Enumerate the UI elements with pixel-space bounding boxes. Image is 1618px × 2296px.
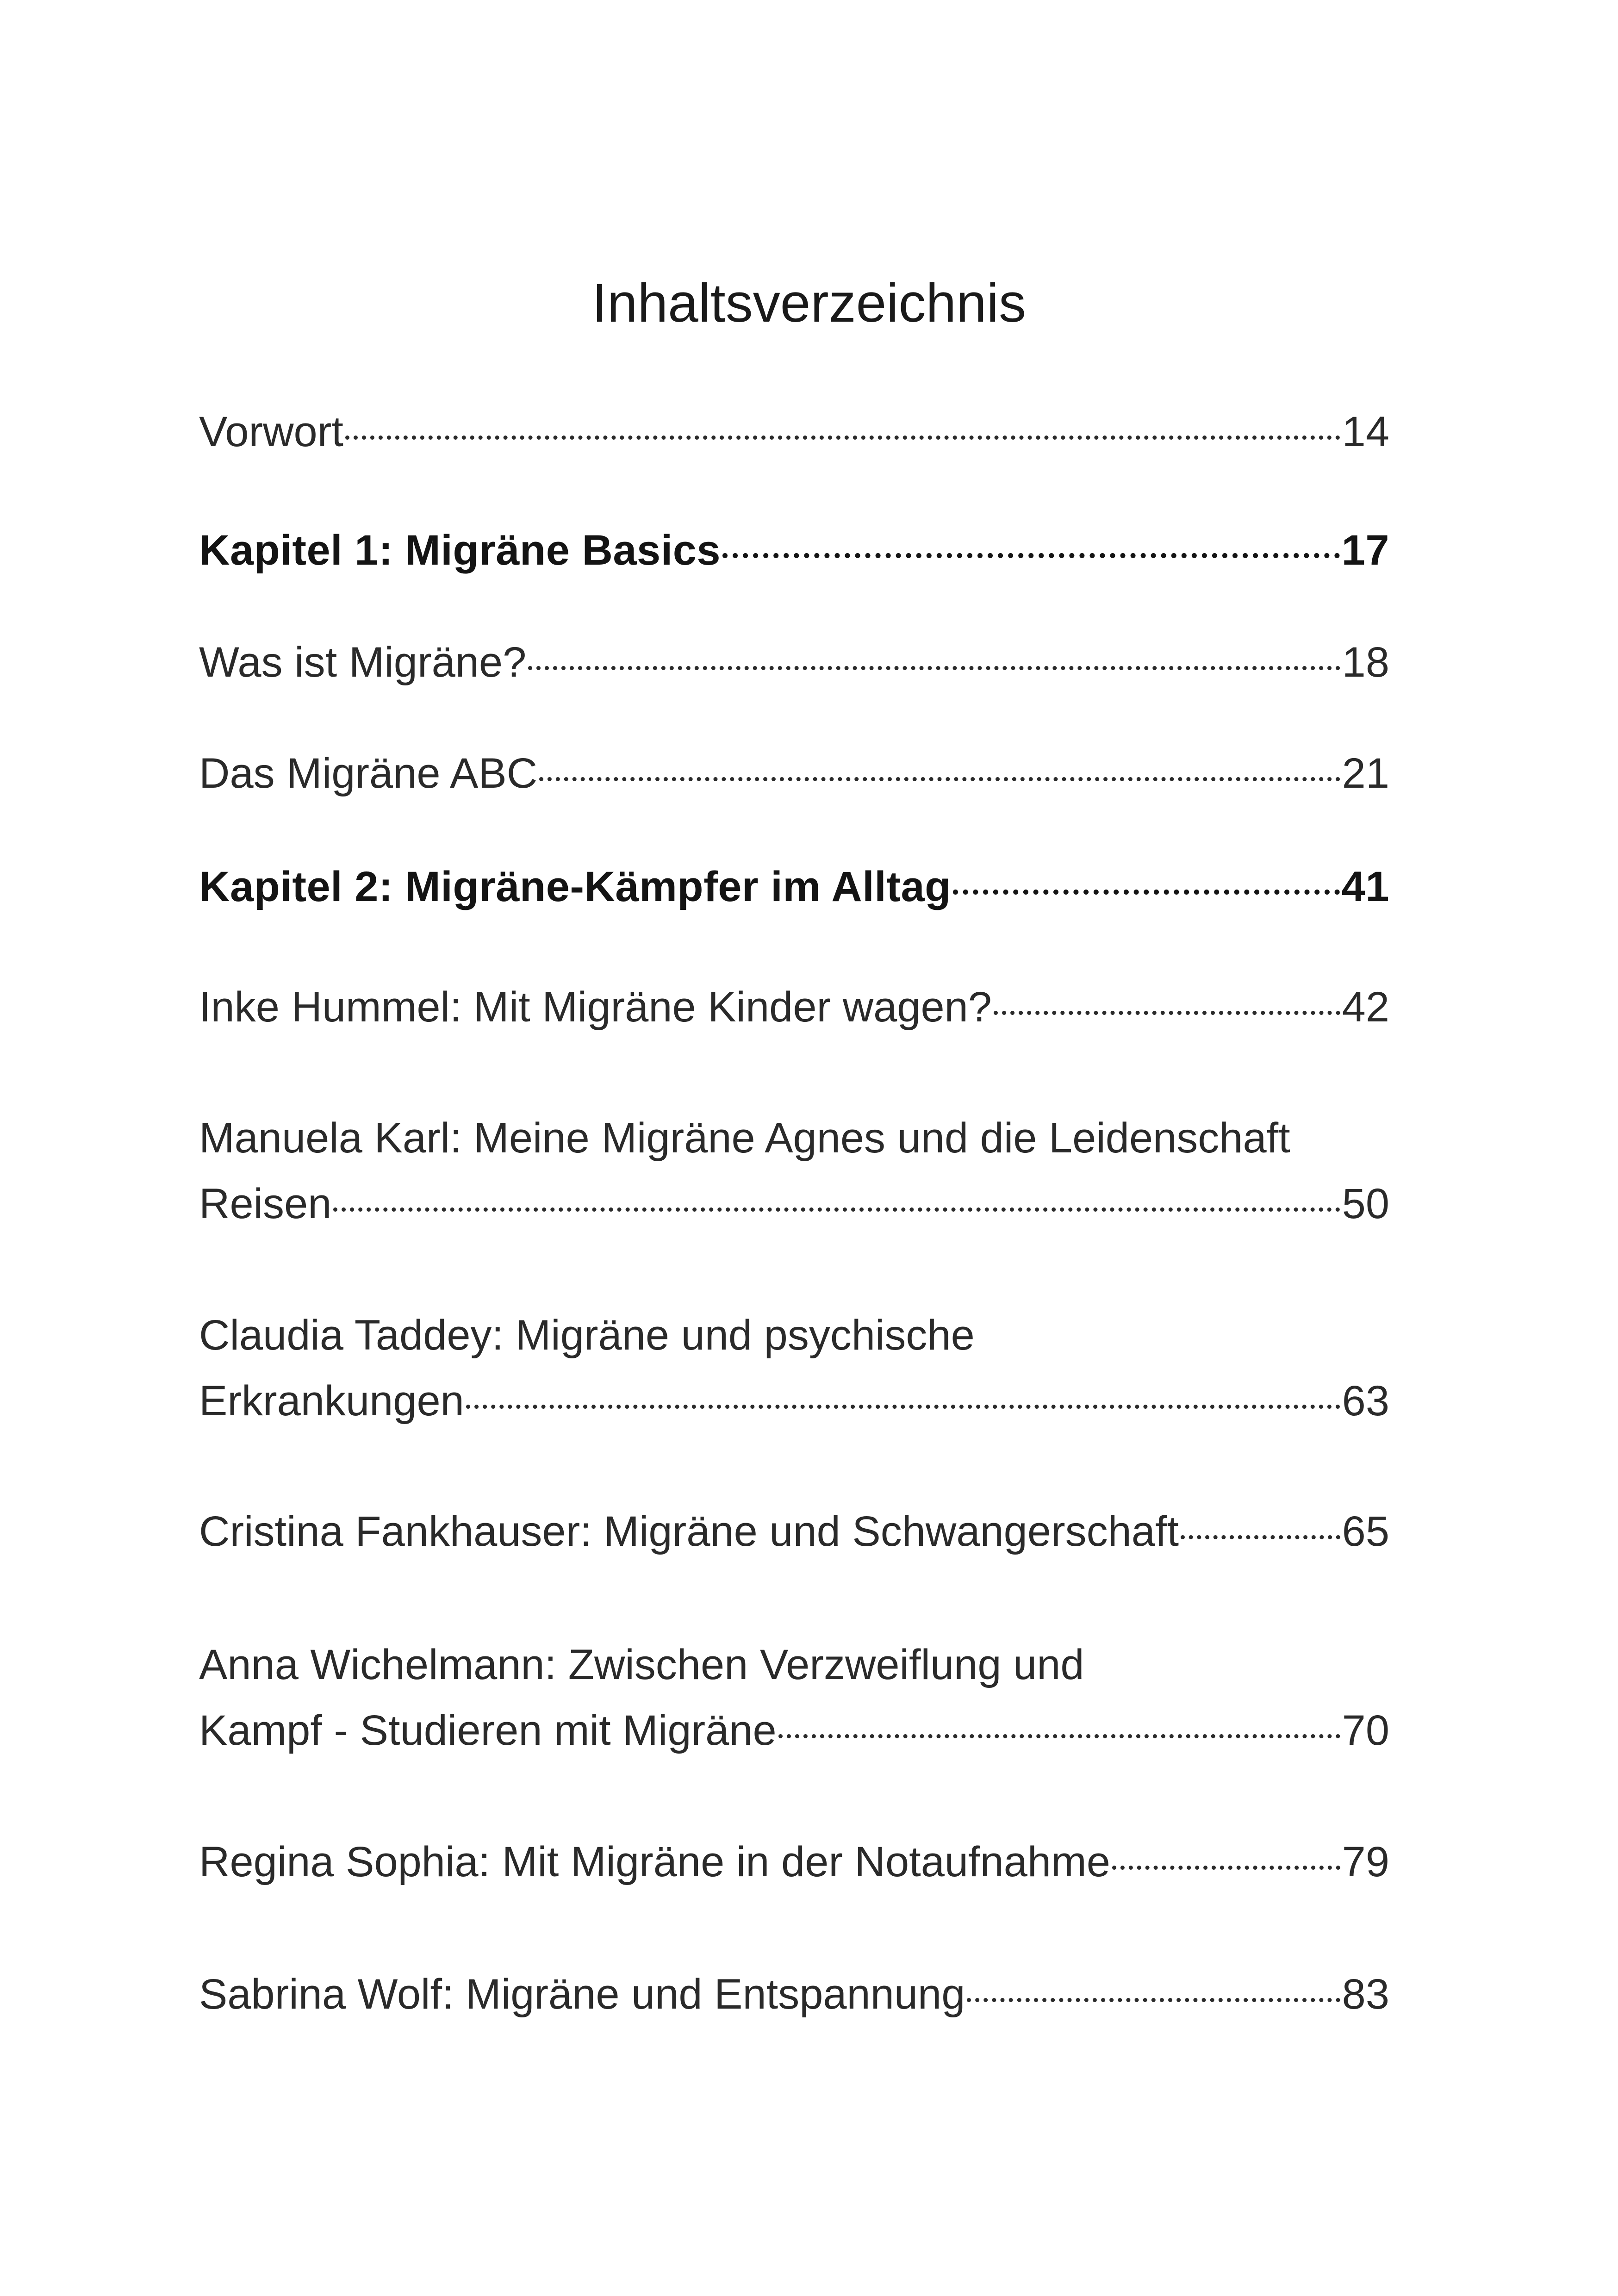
toc-page-number: 70 bbox=[1342, 1707, 1389, 1754]
dot-leader bbox=[1112, 1866, 1340, 1870]
toc-entry-title-line2: Kampf - Studieren mit Migräne bbox=[199, 1707, 777, 1754]
toc-entry-anna-wichelmann bbox=[199, 1632, 1389, 1763]
toc-page-number: 65 bbox=[1342, 1508, 1389, 1555]
toc-chapter-title: Kapitel 1: Migräne Basics bbox=[199, 527, 721, 574]
dot-leader bbox=[722, 553, 1340, 558]
dot-leader bbox=[466, 1405, 1340, 1409]
toc-entry-migraene-abc bbox=[199, 740, 1389, 806]
dot-leader bbox=[1181, 1535, 1340, 1539]
toc-entry-title: Das Migräne ABC bbox=[199, 750, 538, 797]
toc-entry-row bbox=[199, 740, 1389, 806]
toc-chapter-title: Kapitel 2: Migräne-Kämpfer im Alltag bbox=[199, 863, 951, 910]
toc-entry-title: Vorwort bbox=[199, 408, 343, 455]
dot-leader bbox=[345, 436, 1340, 440]
toc-entry-title: Inke Hummel: Mit Migräne Kinder wagen? bbox=[199, 983, 992, 1031]
toc-entry-title: Regina Sophia: Mit Migräne in der Notaufnahme bbox=[199, 1838, 1110, 1885]
toc-entry-row bbox=[199, 1368, 1389, 1434]
toc-entry-row bbox=[199, 629, 1389, 695]
toc-page-number: 14 bbox=[1342, 408, 1389, 455]
toc-entry-row bbox=[199, 1499, 1389, 1564]
toc-entry-title: Sabrina Wolf: Migräne und Entspannung bbox=[199, 1971, 965, 2018]
toc-page-number: 18 bbox=[1342, 639, 1389, 686]
toc-entry-vorwort bbox=[199, 399, 1389, 465]
toc-entry-row bbox=[199, 1171, 1389, 1237]
toc-entry-regina-sophia bbox=[199, 1829, 1389, 1895]
toc-entry-title-line2: Erkrankungen bbox=[199, 1377, 464, 1425]
dot-leader bbox=[778, 1734, 1340, 1738]
toc-page-number: 41 bbox=[1341, 863, 1389, 910]
page-title: Inhaltsverzeichnis bbox=[592, 273, 1026, 334]
toc-entry-title-line1: Claudia Taddey: Migräne und psychische bbox=[199, 1312, 975, 1359]
toc-entry-title-line2: Reisen bbox=[199, 1180, 332, 1227]
toc-entry-sabrina-wolf bbox=[199, 1961, 1389, 2027]
toc-entry-title-line1: Anna Wichelmann: Zwischen Verzweiflung und bbox=[199, 1641, 1084, 1688]
toc-page-number: 63 bbox=[1342, 1377, 1389, 1425]
toc-entry-row bbox=[199, 517, 1389, 583]
toc-entry-title-line1: Manuela Karl: Meine Migräne Agnes und die Leidenschaft bbox=[199, 1114, 1290, 1162]
toc-page-number: 79 bbox=[1342, 1838, 1389, 1885]
toc-entry-manuela-karl bbox=[199, 1105, 1389, 1237]
toc-page-number: 17 bbox=[1341, 527, 1389, 574]
toc-entry-row bbox=[199, 974, 1389, 1040]
toc-entry-title: Cristina Fankhauser: Migräne und Schwangerschaft bbox=[199, 1508, 1179, 1555]
dot-leader bbox=[528, 666, 1340, 670]
toc-entry-inke-hummel bbox=[199, 974, 1389, 1040]
toc-chapter-1 bbox=[199, 517, 1389, 583]
toc-entry-row bbox=[199, 1698, 1389, 1763]
toc-entry-was-ist-migraene bbox=[199, 629, 1389, 695]
toc-entry-row bbox=[199, 1829, 1389, 1895]
toc-entry-row bbox=[199, 854, 1389, 920]
toc-page-number: 83 bbox=[1342, 1971, 1389, 2018]
toc-chapter-2 bbox=[199, 854, 1389, 920]
dot-leader bbox=[539, 777, 1340, 781]
toc-page-number: 42 bbox=[1342, 983, 1389, 1031]
toc-entry-title: Was ist Migräne? bbox=[199, 639, 527, 686]
toc-page-number: 50 bbox=[1342, 1180, 1389, 1227]
dot-leader bbox=[953, 890, 1340, 895]
dot-leader bbox=[994, 1011, 1340, 1015]
toc-entry-row bbox=[199, 1961, 1389, 2027]
dot-leader bbox=[333, 1207, 1340, 1212]
toc-entry-cristina-fankhauser bbox=[199, 1499, 1389, 1564]
toc-entry-claudia-taddey bbox=[199, 1302, 1389, 1434]
dot-leader bbox=[967, 1998, 1340, 2002]
toc-page-number: 21 bbox=[1342, 750, 1389, 797]
toc-entry-row bbox=[199, 399, 1389, 465]
